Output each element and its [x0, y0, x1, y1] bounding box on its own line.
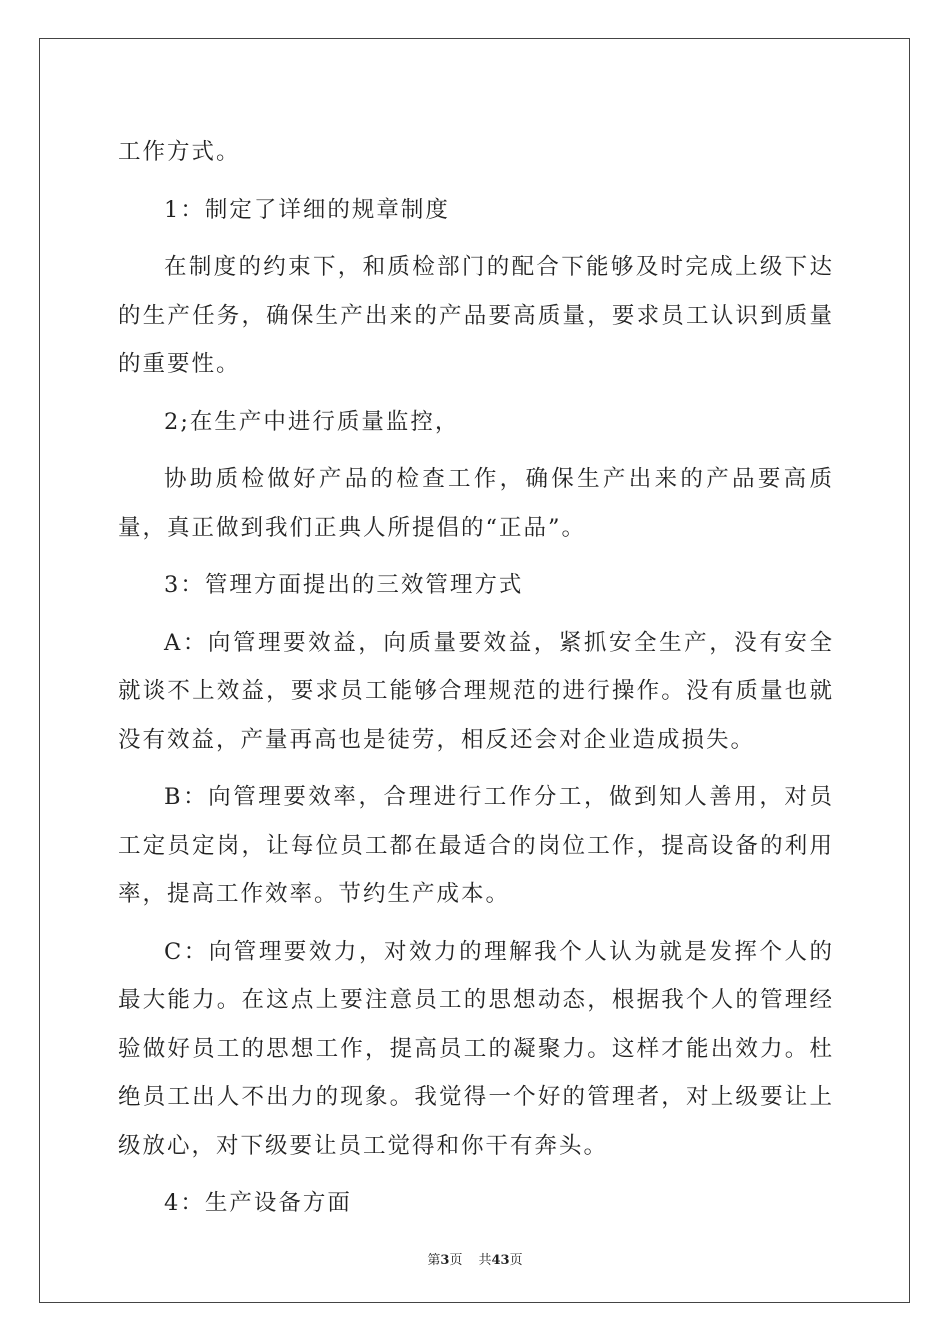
document-body — [118, 128, 834, 1228]
total-suffix: 页 — [509, 1253, 523, 1268]
page-suffix: 页 — [449, 1253, 463, 1268]
paragraph-7: A：向管理要效益，向质量要效益，紧抓安全生产，没有安全就谈不上效益，要求员工能够合理规范的进行操作。没有质量也就没有效益，产量再高也是徒劳，相反还会对企业造成损失。 — [118, 629, 834, 753]
page-number: 3 — [440, 1253, 450, 1268]
page-prefix: 第 — [427, 1253, 441, 1268]
paragraph-9: C：向管理要效力，对效力的理解我个人认为就是发挥个人的最大能力。在这点上要注意员工的思想动态，根据我个人的管理经验做好员工的思想工作，提高员工的凝聚力。这样才能出效力。杜绝员工出人不出力的现象。我觉得一个好的管理者，对上级要让上级放心，对下级要让员工觉得和你干有奔头。 — [118, 938, 834, 1159]
heading-item-3: 3：管理方面提出的三效管理方式 — [164, 572, 524, 598]
heading-item-4: 4：生产设备方面 — [164, 1190, 352, 1216]
paragraph-1: 工作方式。 — [118, 139, 241, 165]
total-pages: 43 — [491, 1253, 510, 1268]
paragraph-5: 协助质检做好产品的检查工作，确保生产出来的产品要高质量，真正做到我们正典人所提倡的“正品”。 — [118, 466, 834, 541]
heading-item-2: 2;在生产中进行质量监控， — [164, 408, 460, 435]
page-footer — [0, 1249, 950, 1268]
total-prefix: 共 — [478, 1253, 492, 1268]
paragraph-3: 在制度的约束下，和质检部门的配合下能够及时完成上级下达的生产任务，确保生产出来的产品要高质量，要求员工认识到质量的重要性。 — [118, 254, 834, 377]
paragraph-8: B：向管理要效率，合理进行工作分工，做到知人善用，对员工定员定岗，让每位员工都在最适合的岗位工作，提高设备的利用率，提高工作效率。节约生产成本。 — [118, 784, 834, 907]
heading-item-1: 1：制定了详细的规章制度 — [164, 196, 450, 223]
